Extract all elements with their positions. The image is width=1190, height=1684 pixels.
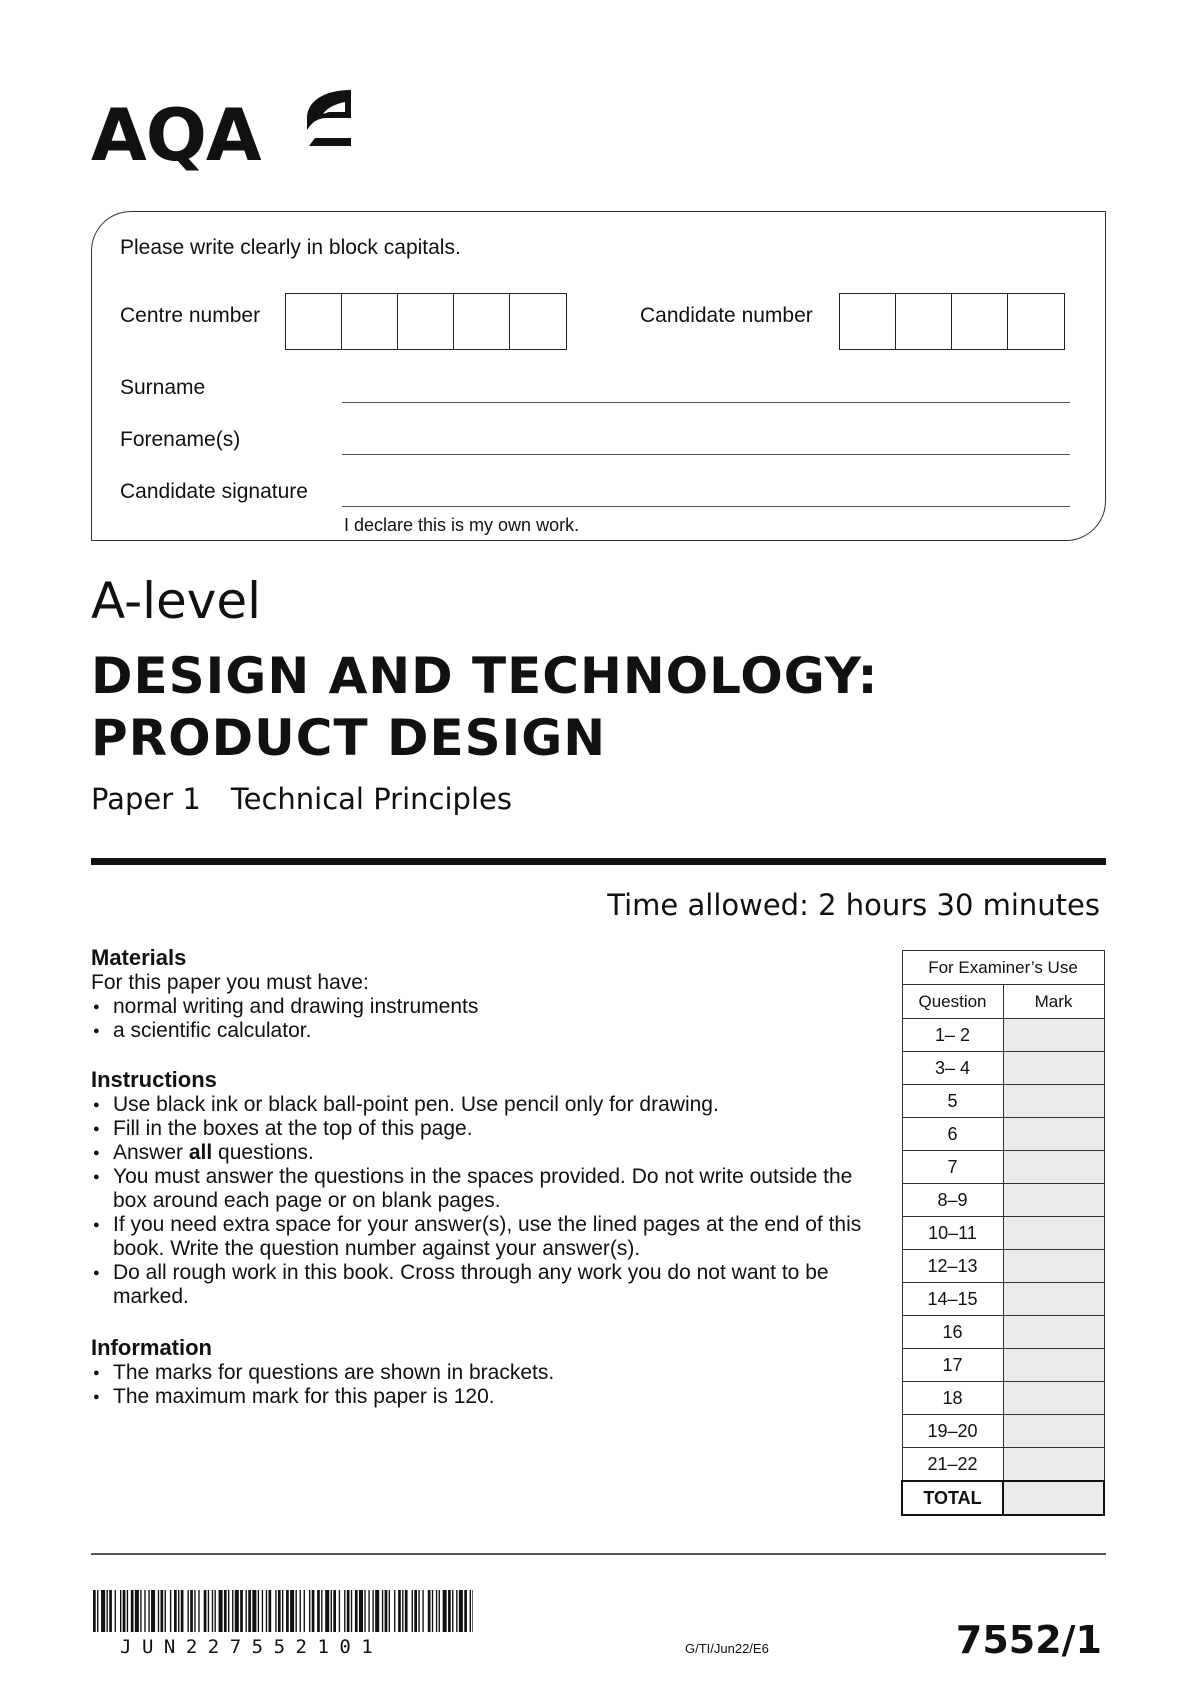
barcode-bar — [464, 1590, 467, 1632]
digit-box[interactable] — [510, 294, 566, 349]
barcode-bar — [278, 1590, 281, 1632]
barcode-bar — [123, 1590, 126, 1632]
barcode-bar — [151, 1590, 155, 1632]
candidate-details-box — [91, 211, 1106, 541]
barcode-bar — [368, 1590, 369, 1632]
materials-section — [91, 945, 881, 1043]
barcode-bar — [120, 1590, 121, 1632]
total-row — [902, 1481, 1104, 1515]
barcode-bar — [389, 1590, 390, 1632]
instructions-section — [91, 1067, 881, 1309]
barcode-bar — [364, 1590, 365, 1632]
question-cell: 18 — [902, 1382, 1003, 1415]
subject-title-line-1: DESIGN AND TECHNOLOGY: — [91, 647, 879, 705]
mark-cell[interactable] — [1003, 1283, 1104, 1316]
examiner-row — [902, 1448, 1104, 1482]
barcode-bar — [402, 1590, 403, 1632]
mark-cell[interactable] — [1003, 1217, 1104, 1250]
barcode-bar — [158, 1590, 159, 1632]
barcode-bar — [459, 1590, 463, 1632]
examiner-row — [902, 1316, 1104, 1349]
surname-field[interactable] — [342, 402, 1070, 403]
question-cell: 21–22 — [902, 1448, 1003, 1482]
barcode-bar — [93, 1590, 96, 1632]
mark-column-header: Mark — [1003, 985, 1104, 1019]
barcode-text: JUN227552101 — [120, 1636, 384, 1658]
question-cell: 17 — [902, 1349, 1003, 1382]
barcode-bar — [405, 1590, 408, 1632]
barcode-bar — [194, 1590, 195, 1632]
digit-box[interactable] — [1008, 294, 1064, 349]
barcode-bar — [359, 1590, 363, 1632]
barcode-bar — [333, 1590, 336, 1632]
barcode-bar — [414, 1590, 417, 1632]
paper-name: Technical Principles — [230, 782, 512, 816]
barcode-bar — [432, 1590, 433, 1632]
barcode-bar — [398, 1590, 401, 1632]
information-item: ● The maximum mark for this paper is 120. — [91, 1385, 881, 1409]
instruction-item: ● You must answer the questions in the spaces provided. Do not write outside the box around each page or on blank pages. — [91, 1165, 881, 1213]
examiner-row — [902, 1118, 1104, 1151]
barcode-bar — [240, 1590, 243, 1632]
materials-item: ● normal writing and drawing instruments — [91, 995, 881, 1019]
barcode-bar — [344, 1590, 345, 1632]
barcode-bar — [448, 1590, 451, 1632]
forename-field[interactable] — [342, 454, 1070, 455]
barcode-bar — [204, 1590, 207, 1632]
time-allowed: Time allowed: 2 hours 30 minutes — [607, 888, 1100, 922]
question-cell: 12–13 — [902, 1250, 1003, 1283]
barcode-bar — [131, 1590, 134, 1632]
barcode-bar — [452, 1590, 453, 1632]
centre-number-boxes[interactable] — [285, 293, 567, 350]
mark-cell[interactable] — [1003, 1085, 1104, 1118]
mark-cell[interactable] — [1003, 1118, 1104, 1151]
barcode — [93, 1590, 473, 1632]
digit-box[interactable] — [840, 294, 896, 349]
candidate-number-label: Candidate number — [640, 304, 813, 327]
instruction-item: ● Fill in the boxes at the top of this page. — [91, 1117, 881, 1141]
mark-cell[interactable] — [1003, 1184, 1104, 1217]
barcode-bar — [246, 1590, 247, 1632]
question-cell: 5 — [902, 1085, 1003, 1118]
question-cell: 3– 4 — [902, 1052, 1003, 1085]
materials-heading: Materials — [91, 945, 187, 970]
question-cell: 1– 2 — [902, 1019, 1003, 1052]
barcode-bar — [248, 1590, 251, 1632]
block-capitals-instruction: Please write clearly in block capitals. — [120, 236, 461, 259]
barcode-bar — [375, 1590, 379, 1632]
barcode-bar — [470, 1590, 471, 1632]
total-mark-cell[interactable] — [1003, 1481, 1104, 1515]
centre-number-label: Centre number — [120, 304, 261, 327]
barcode-bar — [144, 1590, 145, 1632]
total-label: TOTAL — [902, 1481, 1003, 1515]
candidate-number-boxes[interactable] — [839, 293, 1065, 350]
mark-cell[interactable] — [1003, 1349, 1104, 1382]
barcode-bar — [219, 1590, 223, 1632]
examiner-use-table — [901, 950, 1105, 1516]
question-cell: 7 — [902, 1151, 1003, 1184]
barcode-bar — [456, 1590, 457, 1632]
examiner-row — [902, 1283, 1104, 1316]
barcode-bar — [215, 1590, 216, 1632]
examiner-table-title: For Examiner’s Use — [902, 951, 1104, 985]
barcode-bar — [296, 1590, 297, 1632]
barcode-bar — [140, 1590, 141, 1632]
information-heading: Information — [91, 1335, 212, 1360]
mark-cell[interactable] — [1003, 1019, 1104, 1052]
instruction-item: ● Do all rough work in this book. Cross through any work you do not want to be marked. — [91, 1261, 881, 1309]
examiner-row — [902, 1184, 1104, 1217]
barcode-bar — [418, 1590, 419, 1632]
barcode-bar — [262, 1590, 263, 1632]
qualification-level: A-level — [91, 572, 262, 630]
instruction-item-answer-all: ● Answer all questions. — [91, 1141, 881, 1165]
barcode-bar — [339, 1590, 340, 1632]
question-cell: 14–15 — [902, 1283, 1003, 1316]
leaf-icon — [301, 88, 353, 146]
barcode-bar — [127, 1590, 128, 1632]
barcode-bar — [355, 1590, 358, 1632]
barcode-bar — [266, 1590, 267, 1632]
barcode-bar — [228, 1590, 229, 1632]
barcode-bar — [252, 1590, 256, 1632]
digit-box[interactable] — [952, 294, 1008, 349]
examiner-row — [902, 1085, 1104, 1118]
barcode-bar — [385, 1590, 388, 1632]
question-cell: 16 — [902, 1316, 1003, 1349]
barcode-bar — [174, 1590, 177, 1632]
barcode-bar — [290, 1590, 294, 1632]
barcode-bar — [97, 1590, 98, 1632]
barcode-bar — [115, 1590, 116, 1632]
barcode-bar — [258, 1590, 259, 1632]
barcode-bar — [439, 1590, 440, 1632]
barcode-bar — [224, 1590, 227, 1632]
barcode-bar — [181, 1590, 184, 1632]
barcode-bar — [309, 1590, 310, 1632]
question-cell: 10–11 — [902, 1217, 1003, 1250]
barcode-bar — [161, 1590, 164, 1632]
barcode-bar — [436, 1590, 437, 1632]
digit-box[interactable] — [342, 294, 398, 349]
barcode-bar — [394, 1590, 395, 1632]
mark-cell[interactable] — [1003, 1052, 1104, 1085]
barcode-bar — [178, 1590, 179, 1632]
barcode-bar — [269, 1590, 272, 1632]
barcode-bar — [422, 1590, 423, 1632]
barcode-bar — [232, 1590, 233, 1632]
surname-label: Surname — [120, 376, 206, 399]
question-cell: 8–9 — [902, 1184, 1003, 1217]
barcode-bar — [317, 1590, 320, 1632]
signature-field[interactable] — [342, 506, 1070, 507]
barcode-bar — [188, 1590, 189, 1632]
barcode-bar — [347, 1590, 350, 1632]
mark-cell[interactable] — [1003, 1151, 1104, 1184]
paper-number: Paper 1 — [91, 782, 201, 816]
barcode-bar — [190, 1590, 193, 1632]
barcode-bar — [101, 1590, 105, 1632]
title-divider — [91, 858, 1106, 865]
barcode-bar — [325, 1590, 329, 1632]
barcode-bar — [170, 1590, 171, 1632]
barcode-bar — [286, 1590, 289, 1632]
barcode-bar — [428, 1590, 431, 1632]
instruction-item: ● If you need extra space for your answer(s), use the lined pages at the end of this book. Write the question number against your answer(s). — [91, 1213, 881, 1261]
barcode-bar — [148, 1590, 149, 1632]
mark-cell[interactable] — [1003, 1382, 1104, 1415]
footer-divider — [91, 1553, 1106, 1555]
paper-title — [91, 782, 512, 816]
examiner-row — [902, 1250, 1104, 1283]
digit-box[interactable] — [286, 294, 342, 349]
barcode-bar — [282, 1590, 283, 1632]
instructions-heading: Instructions — [91, 1067, 217, 1092]
examiner-row — [902, 1382, 1104, 1415]
subject-title — [91, 645, 879, 769]
barcode-bar — [212, 1590, 213, 1632]
mark-cell[interactable] — [1003, 1448, 1104, 1482]
subject-title-line-2: PRODUCT DESIGN — [91, 709, 607, 767]
barcode-bar — [412, 1590, 413, 1632]
paper-code: 7552/1 — [955, 1618, 1102, 1662]
barcode-bar — [208, 1590, 209, 1632]
logo-text: AQA — [91, 93, 261, 177]
mark-cell[interactable] — [1003, 1250, 1104, 1283]
barcode-bar — [382, 1590, 383, 1632]
barcode-bar — [107, 1590, 108, 1632]
barcode-bar — [372, 1590, 373, 1632]
barcode-bar — [235, 1590, 239, 1632]
information-section — [91, 1335, 881, 1409]
barcode-bar — [472, 1590, 473, 1632]
barcode-bar — [304, 1590, 305, 1632]
barcode-bar — [109, 1590, 112, 1632]
digit-box[interactable] — [398, 294, 454, 349]
examiner-row — [902, 1349, 1104, 1382]
mark-cell[interactable] — [1003, 1415, 1104, 1448]
barcode-bar — [351, 1590, 352, 1632]
question-column-header: Question — [902, 985, 1003, 1019]
instruction-item: ● Use black ink or black ball-point pen. Use pencil only for drawing. — [91, 1093, 881, 1117]
examiner-row — [902, 1415, 1104, 1448]
signature-label: Candidate signature — [120, 480, 308, 503]
aqa-logo — [91, 88, 353, 183]
digit-box[interactable] — [454, 294, 510, 349]
materials-item: ● a scientific calculator. — [91, 1019, 881, 1043]
barcode-bar — [331, 1590, 332, 1632]
information-item: ● The marks for questions are shown in brackets. — [91, 1361, 881, 1385]
materials-intro: For this paper you must have: — [91, 971, 369, 994]
barcode-bar — [443, 1590, 447, 1632]
question-cell: 19–20 — [902, 1415, 1003, 1448]
forename-label: Forename(s) — [120, 428, 241, 451]
barcode-bar — [135, 1590, 139, 1632]
barcode-bar — [300, 1590, 301, 1632]
examiner-row — [902, 1217, 1104, 1250]
examiner-row — [902, 1019, 1104, 1052]
question-cell: 6 — [902, 1118, 1003, 1151]
barcode-bar — [165, 1590, 166, 1632]
barcode-bar — [321, 1590, 322, 1632]
barcode-bar — [275, 1590, 276, 1632]
barcode-bar — [198, 1590, 199, 1632]
digit-box[interactable] — [896, 294, 952, 349]
barcode-bar — [312, 1590, 315, 1632]
examiner-row — [902, 1151, 1104, 1184]
mark-cell[interactable] — [1003, 1316, 1104, 1349]
examiner-row — [902, 1052, 1104, 1085]
declaration-text: I declare this is my own work. — [344, 515, 580, 535]
reference-code: G/TI/Jun22/E6 — [685, 1641, 769, 1656]
